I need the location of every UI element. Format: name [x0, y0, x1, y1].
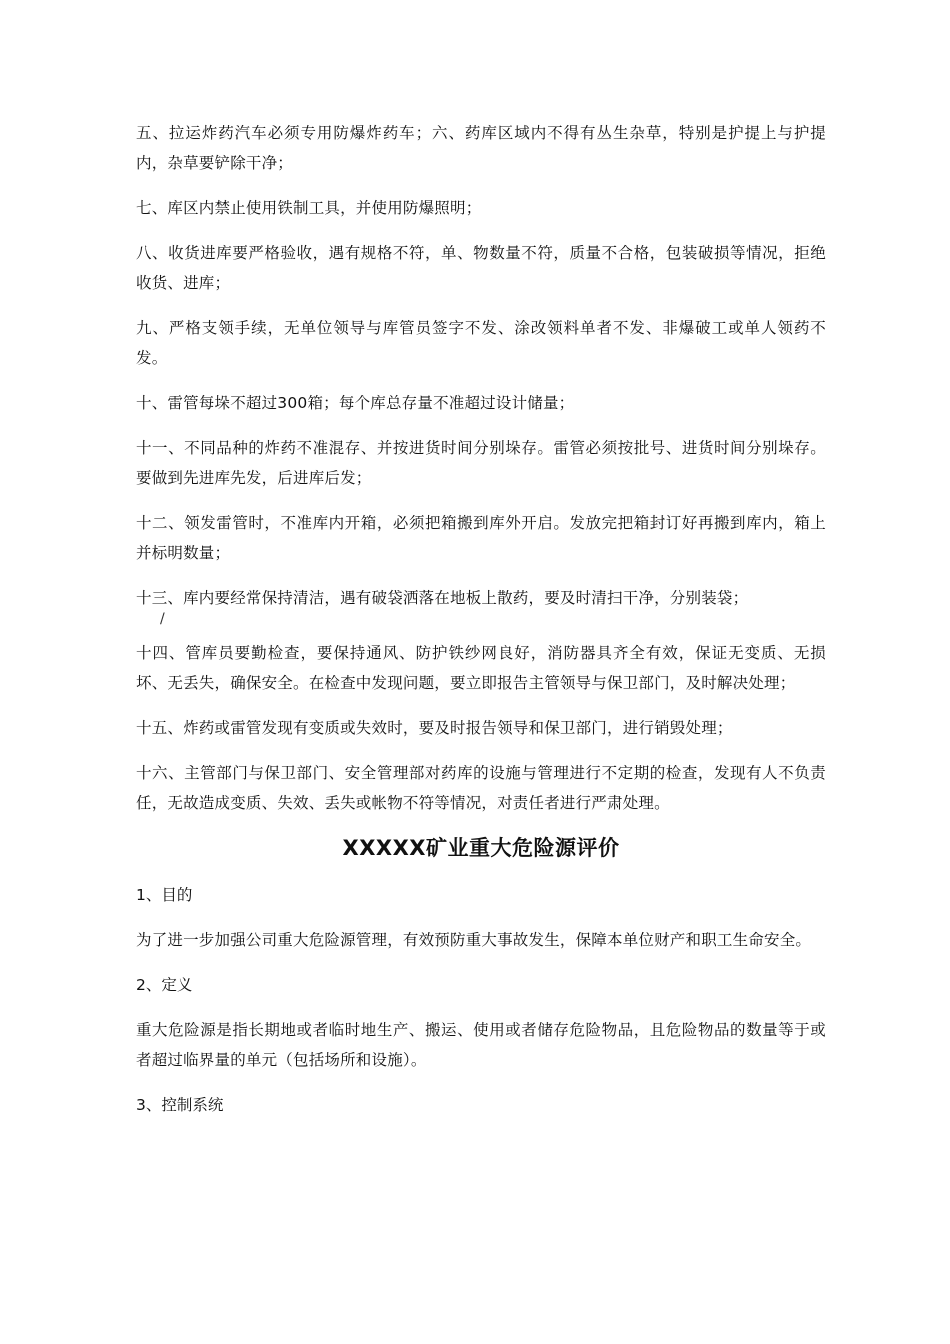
rule-13: 十三、库内要经常保持清洁，遇有破袋洒落在地板上散药，要及时清扫干净，分别装袋；	[136, 589, 749, 607]
section-title: XXXXX矿业重大危险源评价	[342, 836, 620, 860]
rule-5-6: 五、拉运炸药汽车必须专用防爆炸药车；六、药库区域内不得有丛生杂草，特别是护提上与护提内，杂草要铲除干净；	[136, 124, 826, 172]
paragraph-definition: 重大危险源是指长期地或者临时地生产、搬运、使用或者储存危险物品，且危险物品的数量等于或者超过临界量的单元（包括场所和设施）。	[136, 1021, 826, 1069]
rule-12: 十二、领发雷管时，不准库内开箱，必须把箱搬到库外开启。发放完把箱封订好再搬到库内，箱上并标明数量；	[136, 514, 826, 562]
document-body	[136, 118, 826, 1135]
stray-mark: /	[160, 611, 165, 627]
rule-16: 十六、主管部门与保卫部门、安全管理部对药库的设施与管理进行不定期的检查，发现有人不负责任，无故造成变质、失效、丢失或帐物不符等情况，对责任者进行严肃处理。	[136, 764, 826, 812]
rule-8: 八、收货进库要严格验收，遇有规格不符，单、物数量不符，质量不合格，包装破损等情况，拒绝收货、进库；	[136, 244, 826, 292]
rule-7: 七、库区内禁止使用铁制工具，并使用防爆照明；	[136, 199, 482, 217]
heading-purpose: 1、目的	[136, 886, 193, 904]
rule-15: 十五、炸药或雷管发现有变质或失效时，要及时报告领导和保卫部门，进行销毁处理；	[136, 719, 733, 737]
rule-10: 十、雷管每垛不超过300箱；每个库总存量不准超过设计储量；	[136, 394, 575, 412]
rule-9: 九、严格支领手续，无单位领导与库管员签字不发、涂改领料单者不发、非爆破工或单人领药不发。	[136, 319, 826, 367]
paragraph-purpose: 为了进一步加强公司重大危险源管理，有效预防重大事故发生，保障本单位财产和职工生命安全。	[136, 931, 812, 949]
rule-14: 十四、管库员要勤检查，要保持通风、防护铁纱网良好，消防器具齐全有效，保证无变质、无损坏、无丢失，确保安全。在检查中发现问题，要立即报告主管领导与保卫部门，及时解决处理；	[136, 644, 826, 692]
heading-definition: 2、定义	[136, 976, 193, 994]
rule-11: 十一、不同品种的炸药不准混存、并按进货时间分别垛存。雷管必须按批号、进货时间分别垛存。要做到先进库先发，后进库后发；	[136, 439, 826, 487]
heading-control-system: 3、控制系统	[136, 1096, 224, 1114]
